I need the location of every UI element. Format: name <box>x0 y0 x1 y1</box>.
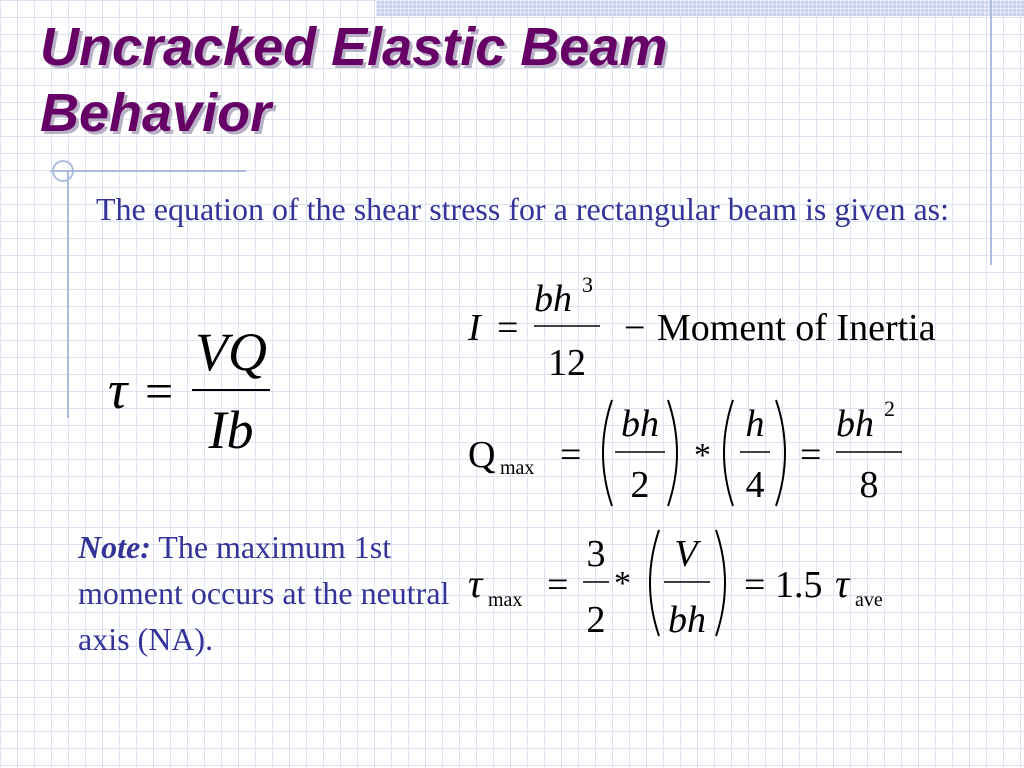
fraction1-numerator: 3 <box>586 533 606 575</box>
q-subscript: max <box>500 457 535 479</box>
times-sign: * <box>614 565 631 602</box>
equals-sign-2: = <box>800 434 822 476</box>
left-paren <box>724 400 733 506</box>
dash: − <box>624 307 646 349</box>
fraction3-numerator-exponent: 2 <box>884 396 895 421</box>
equals-sign: = <box>547 564 569 606</box>
fraction1-numerator: bh <box>621 403 659 445</box>
equals-sign: = <box>560 434 582 476</box>
equals-sign-2: = <box>744 564 766 606</box>
inertia-label: Moment of Inertia <box>657 307 936 349</box>
tau-symbol: τ <box>108 360 128 420</box>
title-line-2: Behavior <box>40 83 272 143</box>
tau-ave-subscript: ave <box>855 589 883 611</box>
fraction3-denominator: 8 <box>859 464 879 506</box>
note-label: Note: <box>78 529 151 565</box>
tau-subscript: max <box>488 589 523 611</box>
equals-sign: = <box>145 363 174 419</box>
q-max-equation <box>468 396 902 506</box>
tau-ave-symbol: τ <box>835 561 850 606</box>
right-paren <box>716 530 725 636</box>
left-paren <box>650 530 659 636</box>
times-sign: * <box>694 437 711 474</box>
fraction1-denominator: 2 <box>586 599 606 641</box>
numerator-exponent: 3 <box>582 272 593 297</box>
fraction2-numerator: V <box>674 533 698 575</box>
fraction-denominator: Ib <box>208 400 254 460</box>
fraction-numerator: VQ <box>195 322 267 382</box>
fraction3-numerator-base: bh <box>836 403 874 445</box>
note-body: The maximum 1st moment occurs at the neutral axis (NA). <box>78 529 450 657</box>
title-line-1: Uncracked Elastic Beam <box>40 17 668 77</box>
moment-of-inertia-equation <box>467 272 936 384</box>
intro-text: The equation of the shear stress for a rectangular beam is given as: <box>96 191 950 227</box>
shear-stress-equation <box>108 322 270 460</box>
right-paren <box>776 400 785 506</box>
denominator: 12 <box>548 342 586 384</box>
q-symbol: Q <box>468 434 496 476</box>
fraction2-denominator: bh <box>668 599 706 641</box>
fraction1-denominator: 2 <box>630 464 650 506</box>
right-paren <box>668 400 677 506</box>
fraction2-numerator: h <box>745 403 765 445</box>
tau-max-equation <box>468 530 883 641</box>
coefficient: 1.5 <box>775 564 823 606</box>
left-paren <box>603 400 612 506</box>
tau-symbol: τ <box>468 561 483 606</box>
inertia-symbol: I <box>468 307 481 349</box>
fraction2-denominator: 4 <box>745 464 765 506</box>
numerator-base: bh <box>534 278 572 320</box>
equals-sign: = <box>497 307 519 349</box>
